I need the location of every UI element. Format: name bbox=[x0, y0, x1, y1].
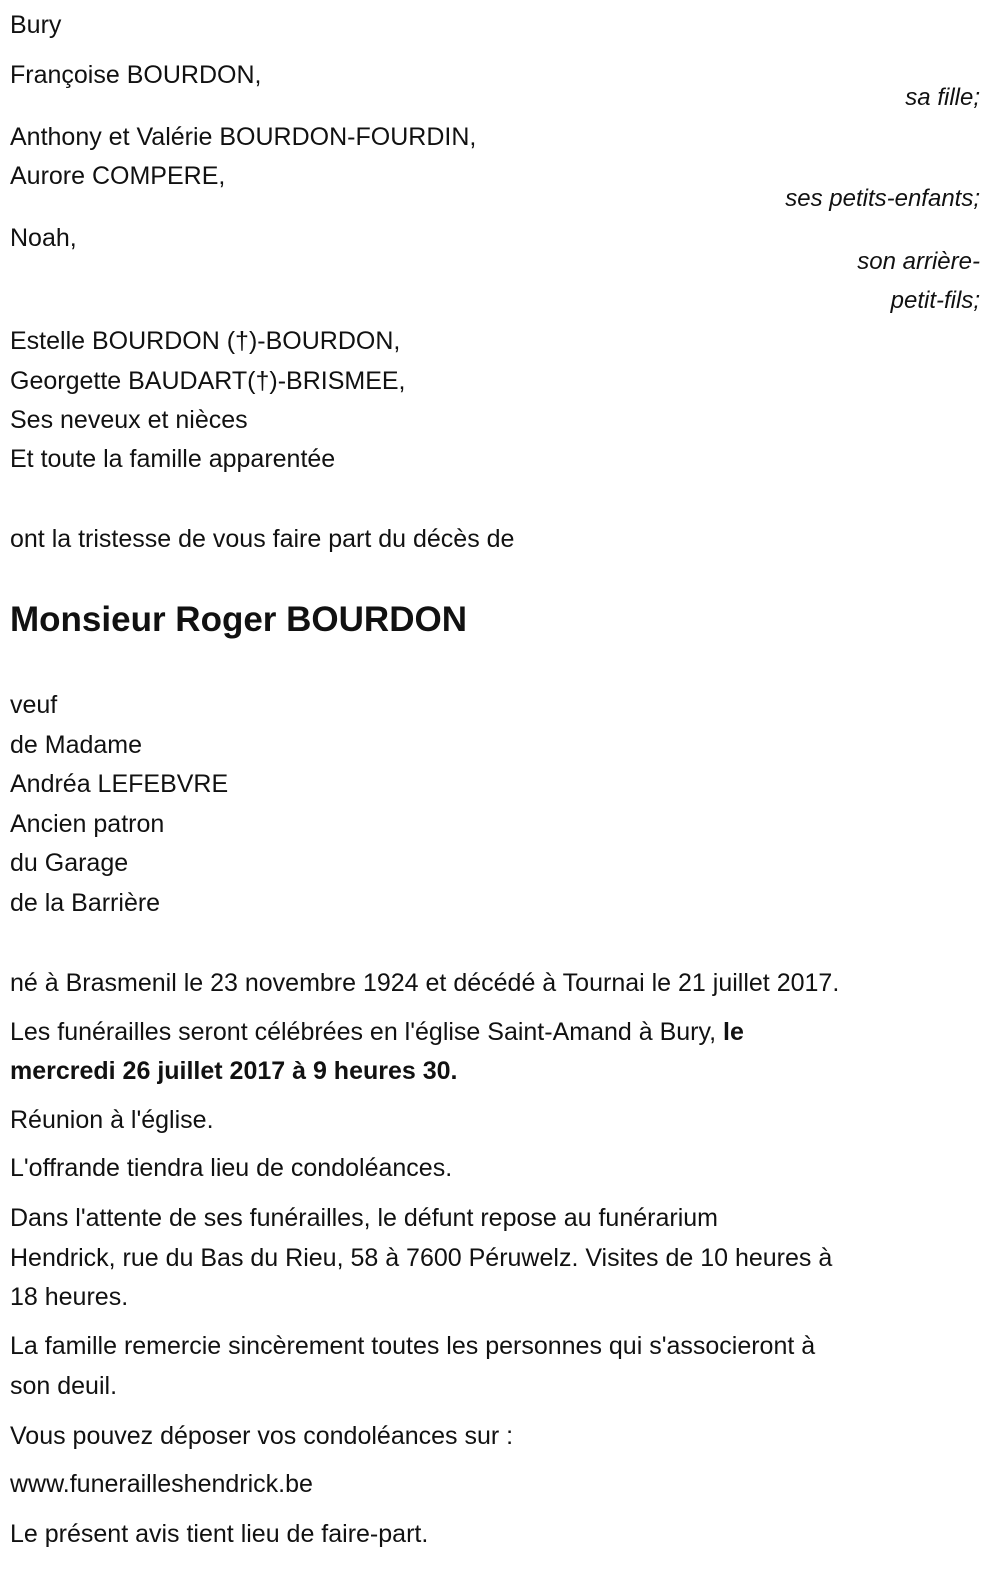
relative: Georgette BAUDART(†)-BRISMEE, bbox=[10, 367, 406, 395]
condolences-text: Vous pouvez déposer vos condoléances sur : bbox=[10, 1422, 514, 1450]
website-link[interactable]: www.funerailleshendrick.be bbox=[10, 1470, 313, 1498]
deceased-name: Monsieur Roger BOURDON bbox=[10, 600, 467, 639]
rest-info: 18 heures. bbox=[10, 1283, 129, 1311]
offering: L'offrande tiendra lieu de condoléances. bbox=[10, 1154, 453, 1182]
grandchild-name: Aurore COMPERE, bbox=[10, 162, 226, 190]
detail-line: de la Barrière bbox=[10, 889, 161, 917]
funeral-date-text: mercredi 26 juillet 2017 à 9 heures 30. bbox=[10, 1057, 458, 1085]
meeting: Réunion à l'église. bbox=[10, 1106, 214, 1134]
funeral-text: Les funérailles seront célébrées en l'église Saint-Amand à Bury, bbox=[10, 1018, 724, 1046]
thanks: La famille remercie sincèrement toutes les personnes qui s'associeront à bbox=[10, 1332, 816, 1360]
rest-info: Hendrick, rue du Bas du Rieu, 58 à 7600 Péruwelz. Visites de 10 heures à bbox=[10, 1244, 833, 1272]
detail-line: Ancien patron bbox=[10, 810, 165, 838]
rest-info: Dans l'attente de ses funérailles, le défunt repose au funérarium bbox=[10, 1204, 718, 1232]
birth-death: né à Brasmenil le 23 novembre 1924 et décédé à Tournai le 21 juillet 2017. bbox=[10, 969, 840, 997]
grandchildren-role: ses petits-enfants; bbox=[785, 185, 980, 212]
daughter-role: sa fille; bbox=[905, 84, 980, 111]
detail-line: Andréa LEFEBVRE bbox=[10, 770, 229, 798]
detail-line: veuf bbox=[10, 691, 58, 719]
funeral-date-start: le bbox=[723, 1018, 744, 1046]
great-grandchild-role: son arrière- bbox=[857, 248, 980, 275]
relative: Et toute la famille apparentée bbox=[10, 445, 336, 473]
announcement: ont la tristesse de vous faire part du décès de bbox=[10, 525, 515, 553]
grandchild-name: Anthony et Valérie BOURDON-FOURDIN, bbox=[10, 123, 477, 151]
notice: Le présent avis tient lieu de faire-part. bbox=[10, 1520, 429, 1548]
thanks: son deuil. bbox=[10, 1372, 118, 1400]
daughter-name: Françoise BOURDON, bbox=[10, 61, 262, 89]
detail-line: du Garage bbox=[10, 849, 129, 877]
funeral-info bbox=[10, 1017, 744, 1047]
funeral-date bbox=[10, 1056, 458, 1086]
great-grandchild-role: petit-fils; bbox=[890, 287, 980, 314]
place: Bury bbox=[10, 11, 62, 39]
detail-line: de Madame bbox=[10, 731, 143, 759]
great-grandchild-name: Noah, bbox=[10, 224, 77, 252]
relative: Ses neveux et nièces bbox=[10, 406, 248, 434]
relative: Estelle BOURDON (†)-BOURDON, bbox=[10, 327, 401, 355]
